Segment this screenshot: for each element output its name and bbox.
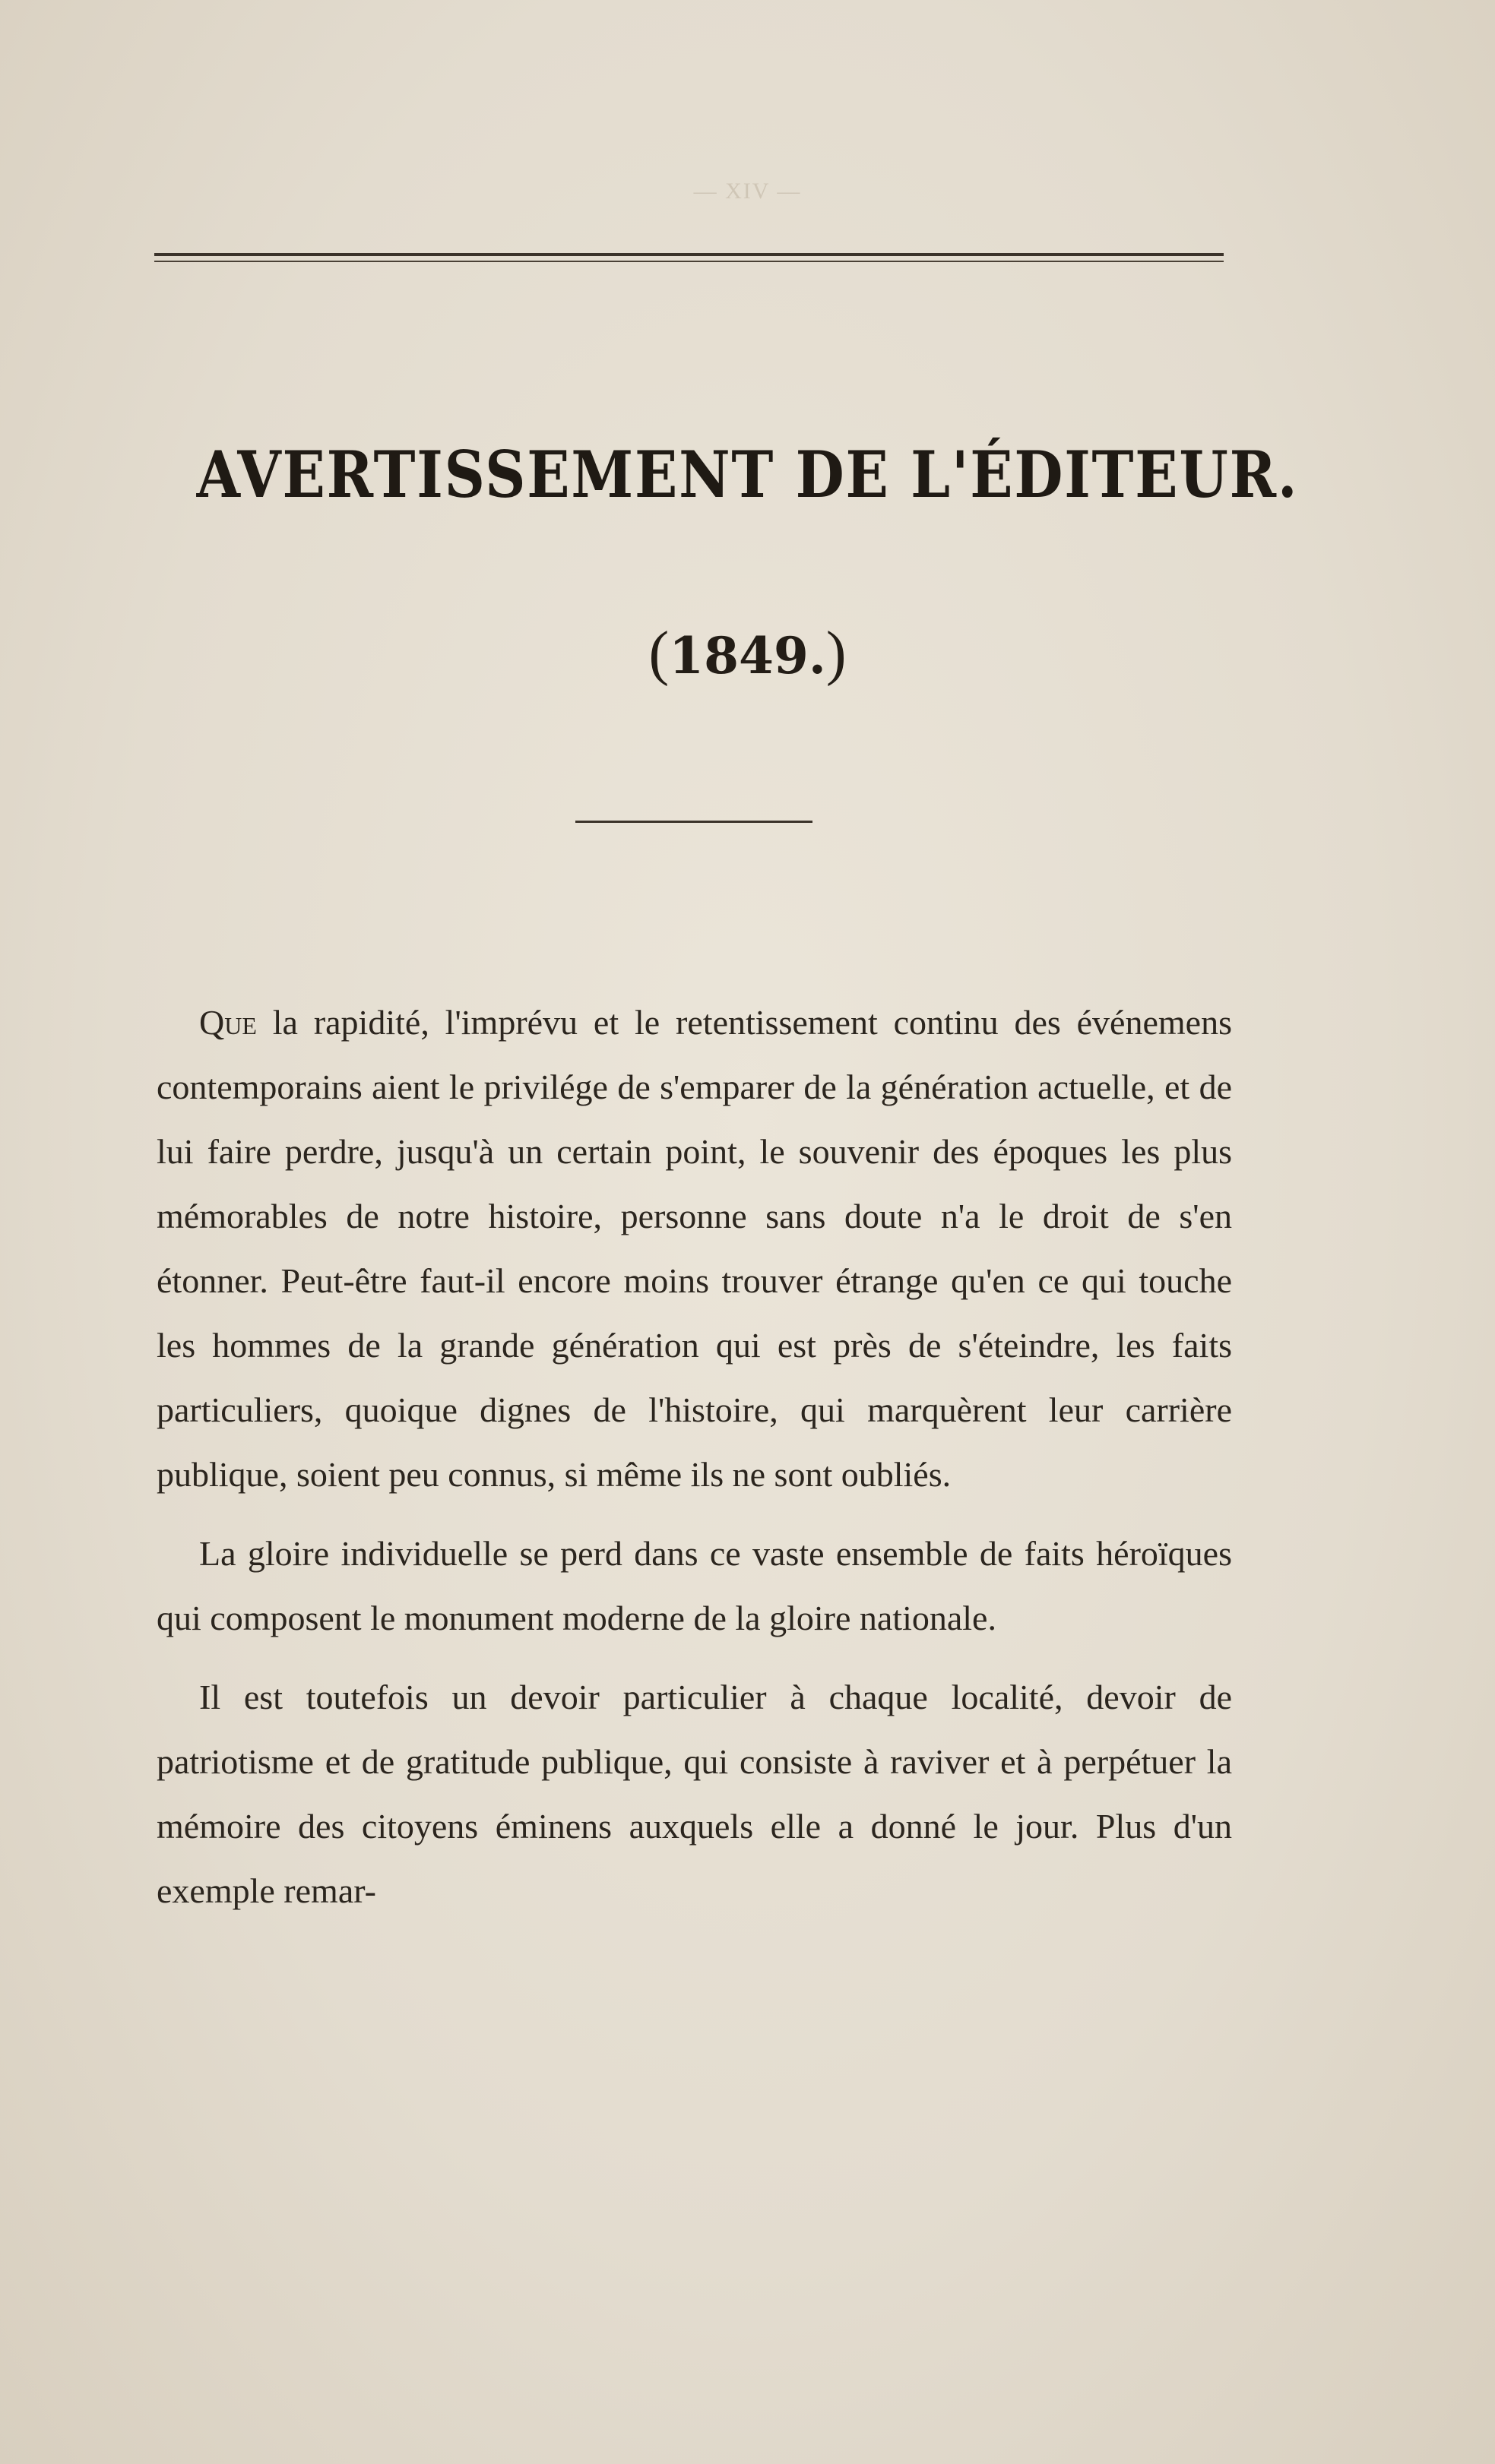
paragraph-1-lead: Que xyxy=(199,1003,257,1042)
paragraph-1 xyxy=(157,990,1232,1507)
body-text xyxy=(157,990,1232,1923)
paragraph-2-text: La gloire individuelle se perd dans ce vaste ensemble de faits héroïques qui composent le monument moderne de la gloire nationale. xyxy=(157,1534,1232,1637)
rule-thin-line xyxy=(154,261,1224,262)
year-paren-open: ( xyxy=(648,620,670,687)
top-double-rule xyxy=(154,253,1224,264)
rule-thick-line xyxy=(154,253,1224,256)
section-divider xyxy=(575,821,812,823)
year-value: 1849. xyxy=(669,626,826,685)
paragraph-1-text: la rapidité, l'imprévu et le retentissement continu des événemens contemporains aient le privilége de s'emparer de la génération actuelle, et de lui faire perdre, jusqu'à un certain point, le souvenir des époques les plus mémorables de notre histoire, personne sans doute n'a le droit de s'en étonner. Peut-être faut-il encore moins trouver étrange qu'en ce qui touche les hommes de la grande génération qui est près de s'éteindre, les faits particuliers, quoique dignes de l'histoire, qui marquèrent leur carrière publique, soient peu connus, si même ils ne sont oubliés. xyxy=(157,1003,1232,1494)
paragraph-2 xyxy=(157,1521,1232,1650)
year-heading xyxy=(0,619,1495,688)
paragraph-3-text: Il est toutefois un devoir particulier à chaque localité, devoir de patriotisme et de gratitude publique, qui consiste à raviver et à perpétuer la mémoire des citoyens éminens auxquels elle a donné le jour. Plus d'un exemple remar- xyxy=(157,1678,1232,1910)
page-title: AVERTISSEMENT DE L'ÉDITEUR. xyxy=(196,437,1299,512)
paragraph-3 xyxy=(157,1665,1232,1923)
page-number: — XIV — xyxy=(693,179,802,204)
year-paren-close: ) xyxy=(825,620,847,687)
